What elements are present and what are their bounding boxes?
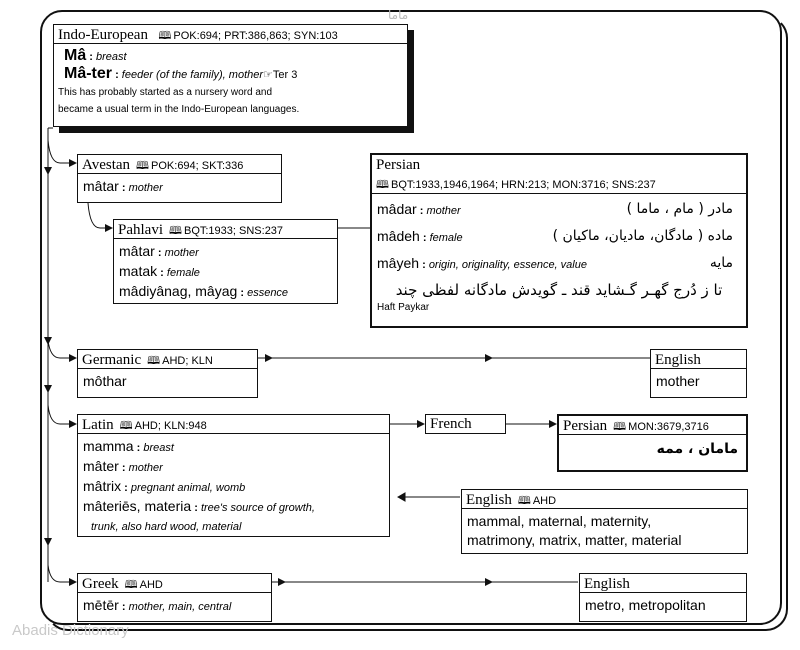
sources: AHD; KLN:948 (134, 420, 207, 432)
persian-text: مادر ( مام ، ماما ) (626, 201, 733, 217)
word: mâdar (377, 201, 417, 217)
persian-text: مامان ، ممه (656, 441, 738, 457)
word: mamma (83, 438, 134, 454)
pahlavi-box: Pahlavi 🕮 BQT:1933; SNS:237 mâtar : mother matak : female mâdiyânag, mâyag : essence (113, 219, 338, 304)
words: mammal, maternal, maternity, (467, 513, 652, 529)
meaning: mother (164, 247, 199, 259)
meaning: female (166, 267, 200, 279)
arrow-to-germanic (48, 340, 76, 358)
root-note-2: became a usual term in the Indo-European languages. (58, 104, 300, 115)
language-name: Persian (563, 418, 608, 434)
meaning: essence (247, 287, 289, 299)
root-note-1: This has probably started as a nursery word and (58, 87, 272, 98)
arrow-to-greek (48, 565, 76, 582)
word: mâdiyânag, mâyag (119, 283, 238, 299)
french-box (425, 414, 506, 434)
root-word-1: Mâ (64, 47, 87, 64)
meaning: pregnant animal, womb (130, 482, 246, 494)
word: mâdeh (377, 228, 420, 244)
word: mâyeh (377, 255, 420, 271)
language-name: Latin (82, 417, 114, 433)
persian2-box (557, 414, 748, 472)
meaning: mother, main, central (128, 601, 232, 613)
word: mâtrix (83, 478, 122, 494)
word: mētēr (83, 597, 119, 613)
persian-box: Persian 🕮 BQT:1933,1946,1964; HRN:213; MON:3716; SNS:237 mâdar : mother مادر ( مام ، ماما ) mâdeh : female ماده ( مادگان، مادیان، ماکیان ) mâyeh : origin, originality, essence, value مایه تا ز دُرج گهـر گـشاید قند ـ گویدش مادگانه لفظی چند Haft Paykar (370, 153, 748, 328)
persian-text: ماده ( مادگان، مادیان، ماکیان ) (552, 228, 733, 244)
meaning: mother (128, 462, 163, 474)
english-latin-box (461, 489, 748, 554)
arrow-to-latin (48, 405, 76, 424)
sources: MON:3679,3716 (628, 421, 709, 433)
germanic-box (77, 349, 258, 398)
language-name: Avestan (82, 157, 131, 173)
word: matak (119, 263, 158, 279)
latin-box: Latin 🕮 AHD; KLN:948 mamma : breast mâter : mother mâtrix : pregnant animal, womb mâteriēs, materia : tree's source of growth, trunk, also hard wood, material (77, 414, 390, 537)
language-name: English (466, 492, 512, 508)
english-greek-box (579, 573, 747, 622)
meaning: female (429, 232, 463, 244)
language-name: Pahlavi (118, 222, 163, 238)
language-name: English (655, 352, 701, 368)
root-reference: Ter 3 (272, 69, 298, 81)
word: mother (656, 373, 700, 389)
book-icon: 🕮 (147, 355, 161, 367)
word: mâteriēs, materia (83, 498, 192, 514)
language-name: French (430, 416, 472, 432)
language-name: English (584, 576, 630, 592)
pointing-hand-icon: ☞ (263, 69, 273, 81)
language-name: Persian (376, 157, 421, 173)
language-name: Germanic (82, 352, 142, 368)
words: matrimony, matrix, matter, material (467, 532, 682, 548)
word: mâter (83, 458, 119, 474)
book-icon: 🕮 (136, 160, 150, 172)
verse-source: Haft Paykar (377, 302, 430, 313)
book-icon: 🕮 (169, 225, 182, 237)
word: mâtar (119, 243, 155, 259)
root-meaning-1: breast (96, 51, 127, 63)
word: mâtar (83, 178, 119, 194)
meaning-continued: trunk, also hard wood, material (91, 521, 242, 533)
watermark-bottom: Abadis Dictionary (12, 622, 129, 639)
arrow-to-avestan (48, 140, 76, 163)
word: metro, metropolitan (585, 597, 706, 613)
watermark-top: ماما (388, 8, 409, 22)
meaning: mother (426, 205, 461, 217)
sources: POK:694; SKT:336 (151, 160, 244, 172)
book-icon: 🕮 (119, 420, 133, 432)
arrow-to-pahlavi (88, 203, 112, 228)
book-icon: 🕮 (158, 30, 172, 42)
sources: POK:694; PRT:386,863; SYN:103 (173, 30, 338, 42)
root-word-2: Mâ-ter (64, 65, 113, 82)
greek-box: Greek 🕮 AHD mētēr : mother, main, central (77, 573, 272, 622)
sources: BQT:1933,1946,1964; HRN:213; MON:3716; SNS:237 (390, 179, 656, 191)
meaning: origin, originality, essence, value (428, 259, 587, 271)
language-name: Greek (82, 576, 119, 592)
english-mother-box (650, 349, 747, 398)
avestan-box: Avestan 🕮 POK:694; SKT:336 mâtar : mother (77, 154, 282, 203)
persian-verse: تا ز دُرج گهـر گـشاید قند ـ گویدش مادگانه لفظی چند (395, 281, 723, 299)
book-icon: 🕮 (517, 495, 531, 507)
book-icon: 🕮 (613, 421, 627, 433)
sources: AHD; KLN (162, 355, 213, 367)
book-icon: 🕮 (376, 179, 389, 191)
sources: AHD (532, 495, 557, 507)
meaning: tree's source of growth, (200, 502, 315, 514)
indo-european-header (54, 25, 407, 44)
meaning: breast (143, 442, 174, 454)
indo-european-box: Indo-European 🕮 POK:694; PRT:386,863; SYN:103 Mâ : breast Mâ-ter : feeder (of the family), mother☞Ter 3 This has probably started as a nursery word and became a usual term in the Indo-European languages. (53, 24, 408, 127)
language-name: Indo-European (58, 27, 148, 43)
root-meaning-2: feeder (of the family), mother (121, 69, 264, 81)
word: môthar (83, 373, 127, 389)
sources: AHD (139, 579, 163, 591)
persian-text: مایه (709, 255, 733, 271)
meaning: mother (128, 182, 163, 194)
book-icon: 🕮 (124, 579, 138, 591)
sources: BQT:1933; SNS:237 (183, 225, 284, 237)
